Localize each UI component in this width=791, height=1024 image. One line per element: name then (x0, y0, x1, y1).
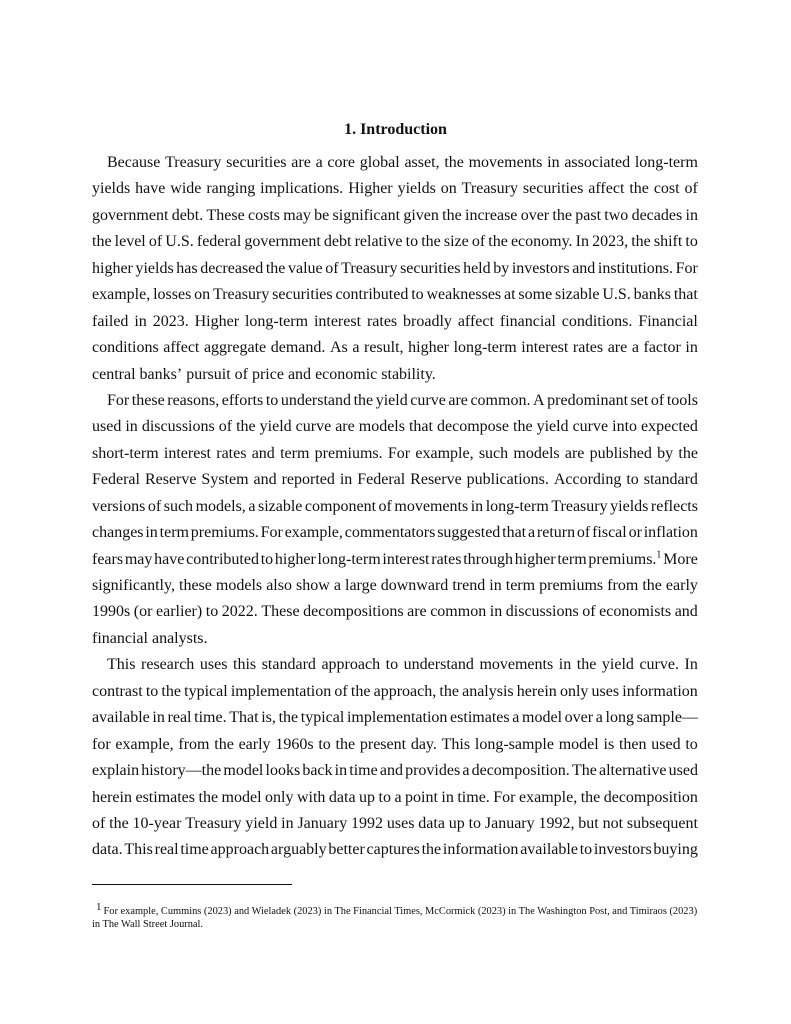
paragraph (92, 652, 698, 864)
footnote (92, 900, 702, 931)
text-line: for example, from the early 1960s to the present day. This long-sample model is then used to (92, 735, 698, 753)
text-line: failed in 2023. Higher long-term interest rates broadly affect financial conditions. Financial (92, 312, 698, 330)
footnote-marker: 1 (96, 900, 102, 913)
paragraph (92, 150, 698, 388)
text-line: changes in term premiums. For example, commentators suggested that a return of fiscal or inflation (92, 524, 698, 542)
text-line: 1990s (or earlier) to 2022. These decompositions are common in discussions of economists and (92, 603, 698, 621)
text-line: This research uses this standard approach to understand movements in the yield curve. In (107, 656, 698, 674)
text-line: conditions affect aggregate demand. As a result, higher long-term interest rates are a factor in (92, 339, 698, 357)
text-line: higher yields has decreased the value of Treasury securities held by investors and institutions. For (92, 259, 698, 277)
text-line: available in real time. That is, the typical implementation estimates a model over a long sample— (92, 709, 698, 727)
text-line: of the 10-year Treasury yield in January 1992 uses data up to January 1992, but not subsequent (92, 814, 698, 832)
text-line: yields have wide ranging implications. Higher yields on Treasury securities affect the cost of (92, 180, 698, 198)
footnote-divider (92, 884, 292, 885)
text-line: financial analysts. (92, 629, 208, 647)
text-line: For these reasons, efforts to understand the yield curve are common. A predominant set of tools (107, 391, 698, 409)
text-line: contrast to the typical implementation of the approach, the analysis herein only uses information (92, 682, 698, 700)
text-line: example, losses on Treasury securities contributed to weaknesses at some sizable U.S. banks that (92, 286, 698, 304)
text-line: significantly, these models also show a large downward trend in term premiums from the early (92, 577, 698, 594)
body-text (92, 150, 698, 864)
text-line: used in discussions of the yield curve are models that decompose the yield curve into expected (92, 418, 698, 436)
text-line: Because Treasury securities are a core global asset, the movements in associated long-term (107, 154, 698, 171)
text-line: Federal Reserve System and reported in Federal Reserve publications. According to standard (92, 471, 698, 489)
text-line: herein estimates the model only with data up to a point in time. For example, the decomposition (92, 788, 698, 806)
text-line: the level of U.S. federal government debt relative to the size of the economy. In 2023, the shift to (92, 233, 698, 251)
section-heading: 1. Introduction (344, 121, 447, 138)
footnote-text: For example, Cummins (2023) and Wieladek (2023) in The Financial Times, McCormick (2023) in The Washington Post, and Timiraos (2023) in The Wall Street Journal. (92, 906, 698, 930)
text-line: short-term interest rates and term premiums. For example, such models are published by the (92, 444, 698, 462)
text-line: explain history—the model looks back in time and provides a decomposition. The alternative used (92, 762, 698, 780)
text-line: central banks’ pursuit of price and economic stability. (92, 365, 436, 383)
text-line: versions of such models, a sizable component of movements in long-term Treasury yields reflects (92, 497, 698, 515)
paragraph (92, 388, 698, 652)
text-line: fears may have contributed to higher long-term interest rates through higher term premiums.$^1$ More (92, 549, 698, 568)
text-line: government debt. These costs may be significant given the increase over the past two decades in (92, 206, 698, 224)
text-line: data. This real time approach arguably better captures the information available to investors buying (92, 841, 698, 859)
